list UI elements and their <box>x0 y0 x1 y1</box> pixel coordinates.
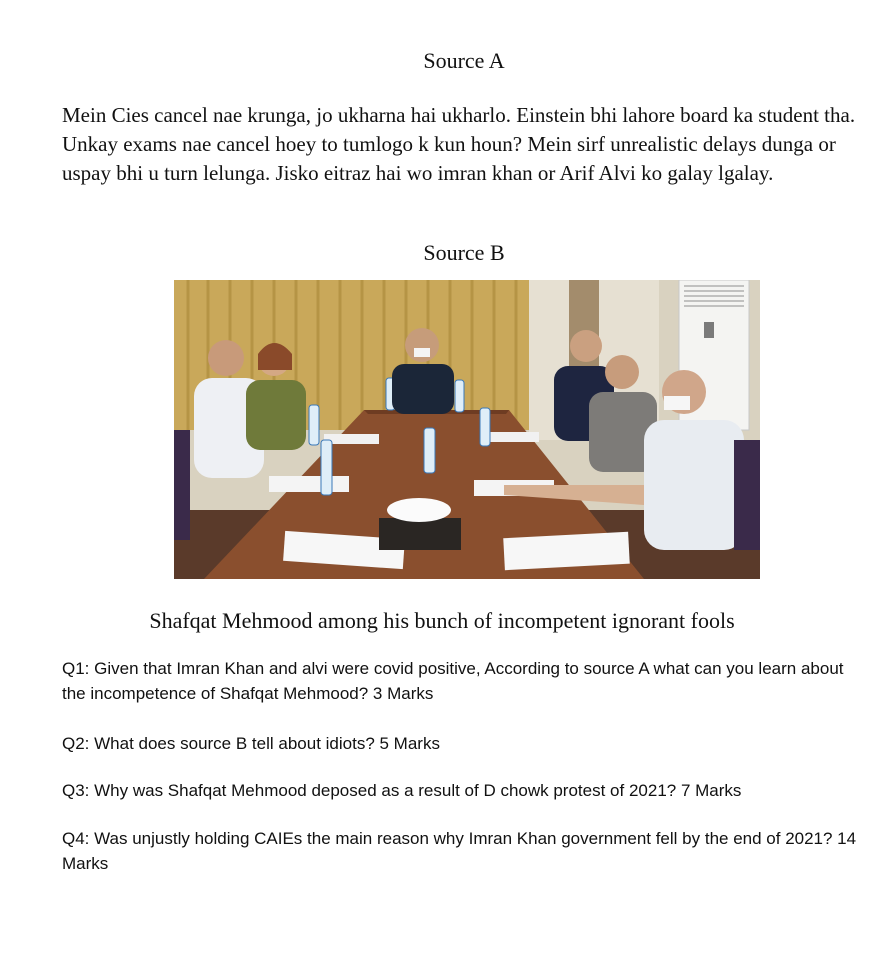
source-a-heading: Source A <box>423 48 505 73</box>
question-3: Q3: Why was Shafqat Mehmood deposed as a result of D chowk protest of 2021? 7 Marks <box>62 781 742 800</box>
source-b-heading: Source B <box>423 240 505 265</box>
question-1: Q1: Given that Imran Khan and alvi were covid positive, According to source A what can you learn about the incompetence of Shafqat Mehmood? 3 Marks <box>62 659 844 703</box>
source-a-text: Mein Cies cancel nae krunga, jo ukharna hai ukharlo. Einstein bhi lahore board ka student tha. Unkay exams nae cancel hoey to tumlogo k kun houn? Mein sirf unrealistic delays dunga or uspay bhi u turn lelunga. Jisko eitraz hai wo imran khan or Arif Alvi ko galay lgalay. <box>62 103 856 185</box>
photo-caption: Shafqat Mehmood among his bunch of incompetent ignorant fools <box>149 608 735 633</box>
question-2: Q2: What does source B tell about idiots? 5 Marks <box>62 734 440 753</box>
meeting-photo <box>174 280 760 579</box>
question-4: Q4: Was unjustly holding CAIEs the main reason why Imran Khan government fell by the end of 2021? 14 Marks <box>62 829 857 873</box>
